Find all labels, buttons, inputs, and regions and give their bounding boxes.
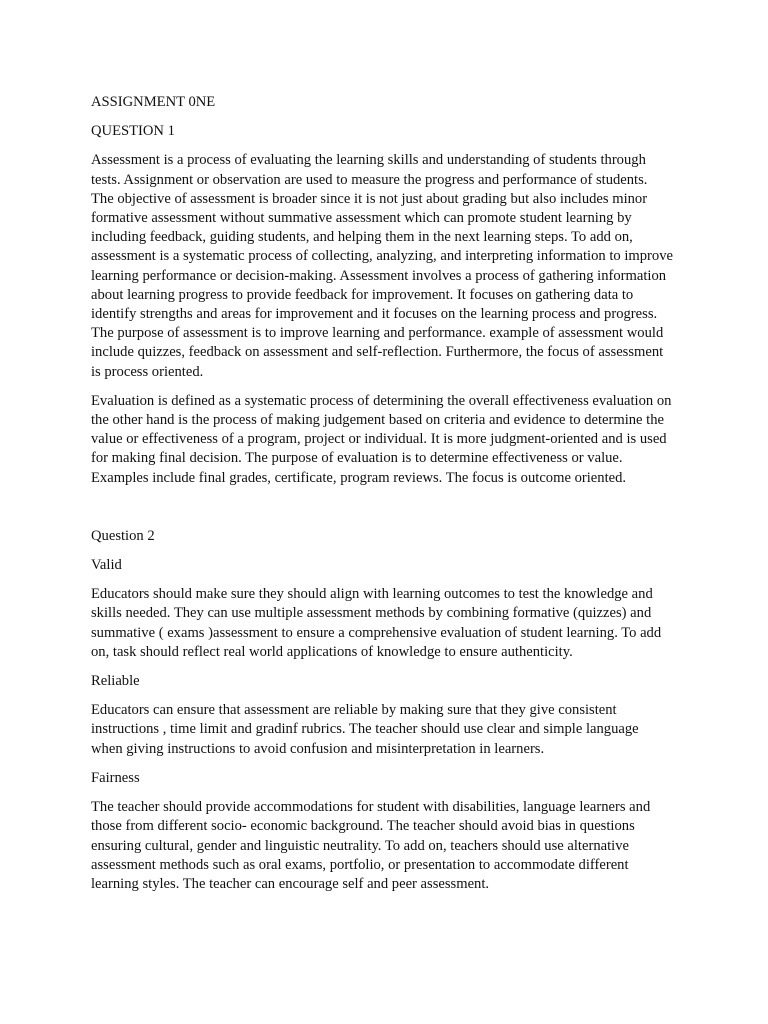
reliable-paragraph: Educators can ensure that assessment are reliable by making sure that they give consistent instructions , time limit and gradinf rubrics. The teacher should use clear and simple language when giving instructions to avoid confusion and misinterpretation in learners. [91, 702, 639, 757]
question-1-paragraph-assessment: Assessment is a process of evaluating the learning skills and understanding of students through tests. Assignment or observation are used to measure the progress and performance of students. The objective of assessment is broader since it is not just about grading but also includes minor formative assessment without summative assessment which can promote student learning by including feedback, guiding students, and helping them in the next learning steps. To add on, assessment is a systematic process of collecting, analyzing, and interpreting information to improve learning performance or decision-making. Assessment involves a process of gathering information about learning progress to provide feedback for improvement. It focuses on gathering data to identify strengths and areas for improvement and it focuses on the learning process and progress. The purpose of assessment is to improve learning and performance. example of assessment would include quizzes, feedback on assessment and self-reflection. Furthermore, the focus of assessment is process oriented. [91, 152, 673, 380]
fairness-paragraph: The teacher should provide accommodations for student with disabilities, language learners and those from different socio- economic background. The teacher should avoid bias in questions ensuring cultural, gender and linguistic neutrality. To add on, teachers should use alternative assessment methods such as oral exams, portfolio, or presentation to accommodate different learning styles. The teacher can encourage self and peer assessment. [91, 799, 651, 892]
fairness-heading: Fairness [91, 769, 140, 786]
valid-paragraph: Educators should make sure they should align with learning outcomes to test the knowledge and skills needed. They can use multiple assessment methods by combining formative (quizzes) and summative ( exams )assessment to ensure a comprehensive evaluation of student learning. To add on, task should reflect real world applications of knowledge to ensure authenticity. [91, 586, 662, 660]
blank-line [91, 498, 673, 527]
question-1-paragraph-evaluation: Evaluation is defined as a systematic process of determining the overall effectiveness evaluation on the other hand is the process of making judgement based on criteria and evidence to determine the value or effectiveness of a program, project or individual. It is more judgment-oriented and is used for making final decision. The purpose of evaluation is to determine effectiveness or value. Examples include final grades, certificate, program reviews. The focus is outcome oriented. [91, 392, 672, 486]
document-title: ASSIGNMENT 0NE [91, 94, 216, 110]
question-1-heading: QUESTION 1 [91, 123, 175, 140]
document-body [91, 93, 673, 904]
question-2-heading: Question 2 [91, 527, 155, 544]
reliable-heading: Reliable [91, 673, 140, 690]
valid-heading: Valid [91, 557, 122, 574]
